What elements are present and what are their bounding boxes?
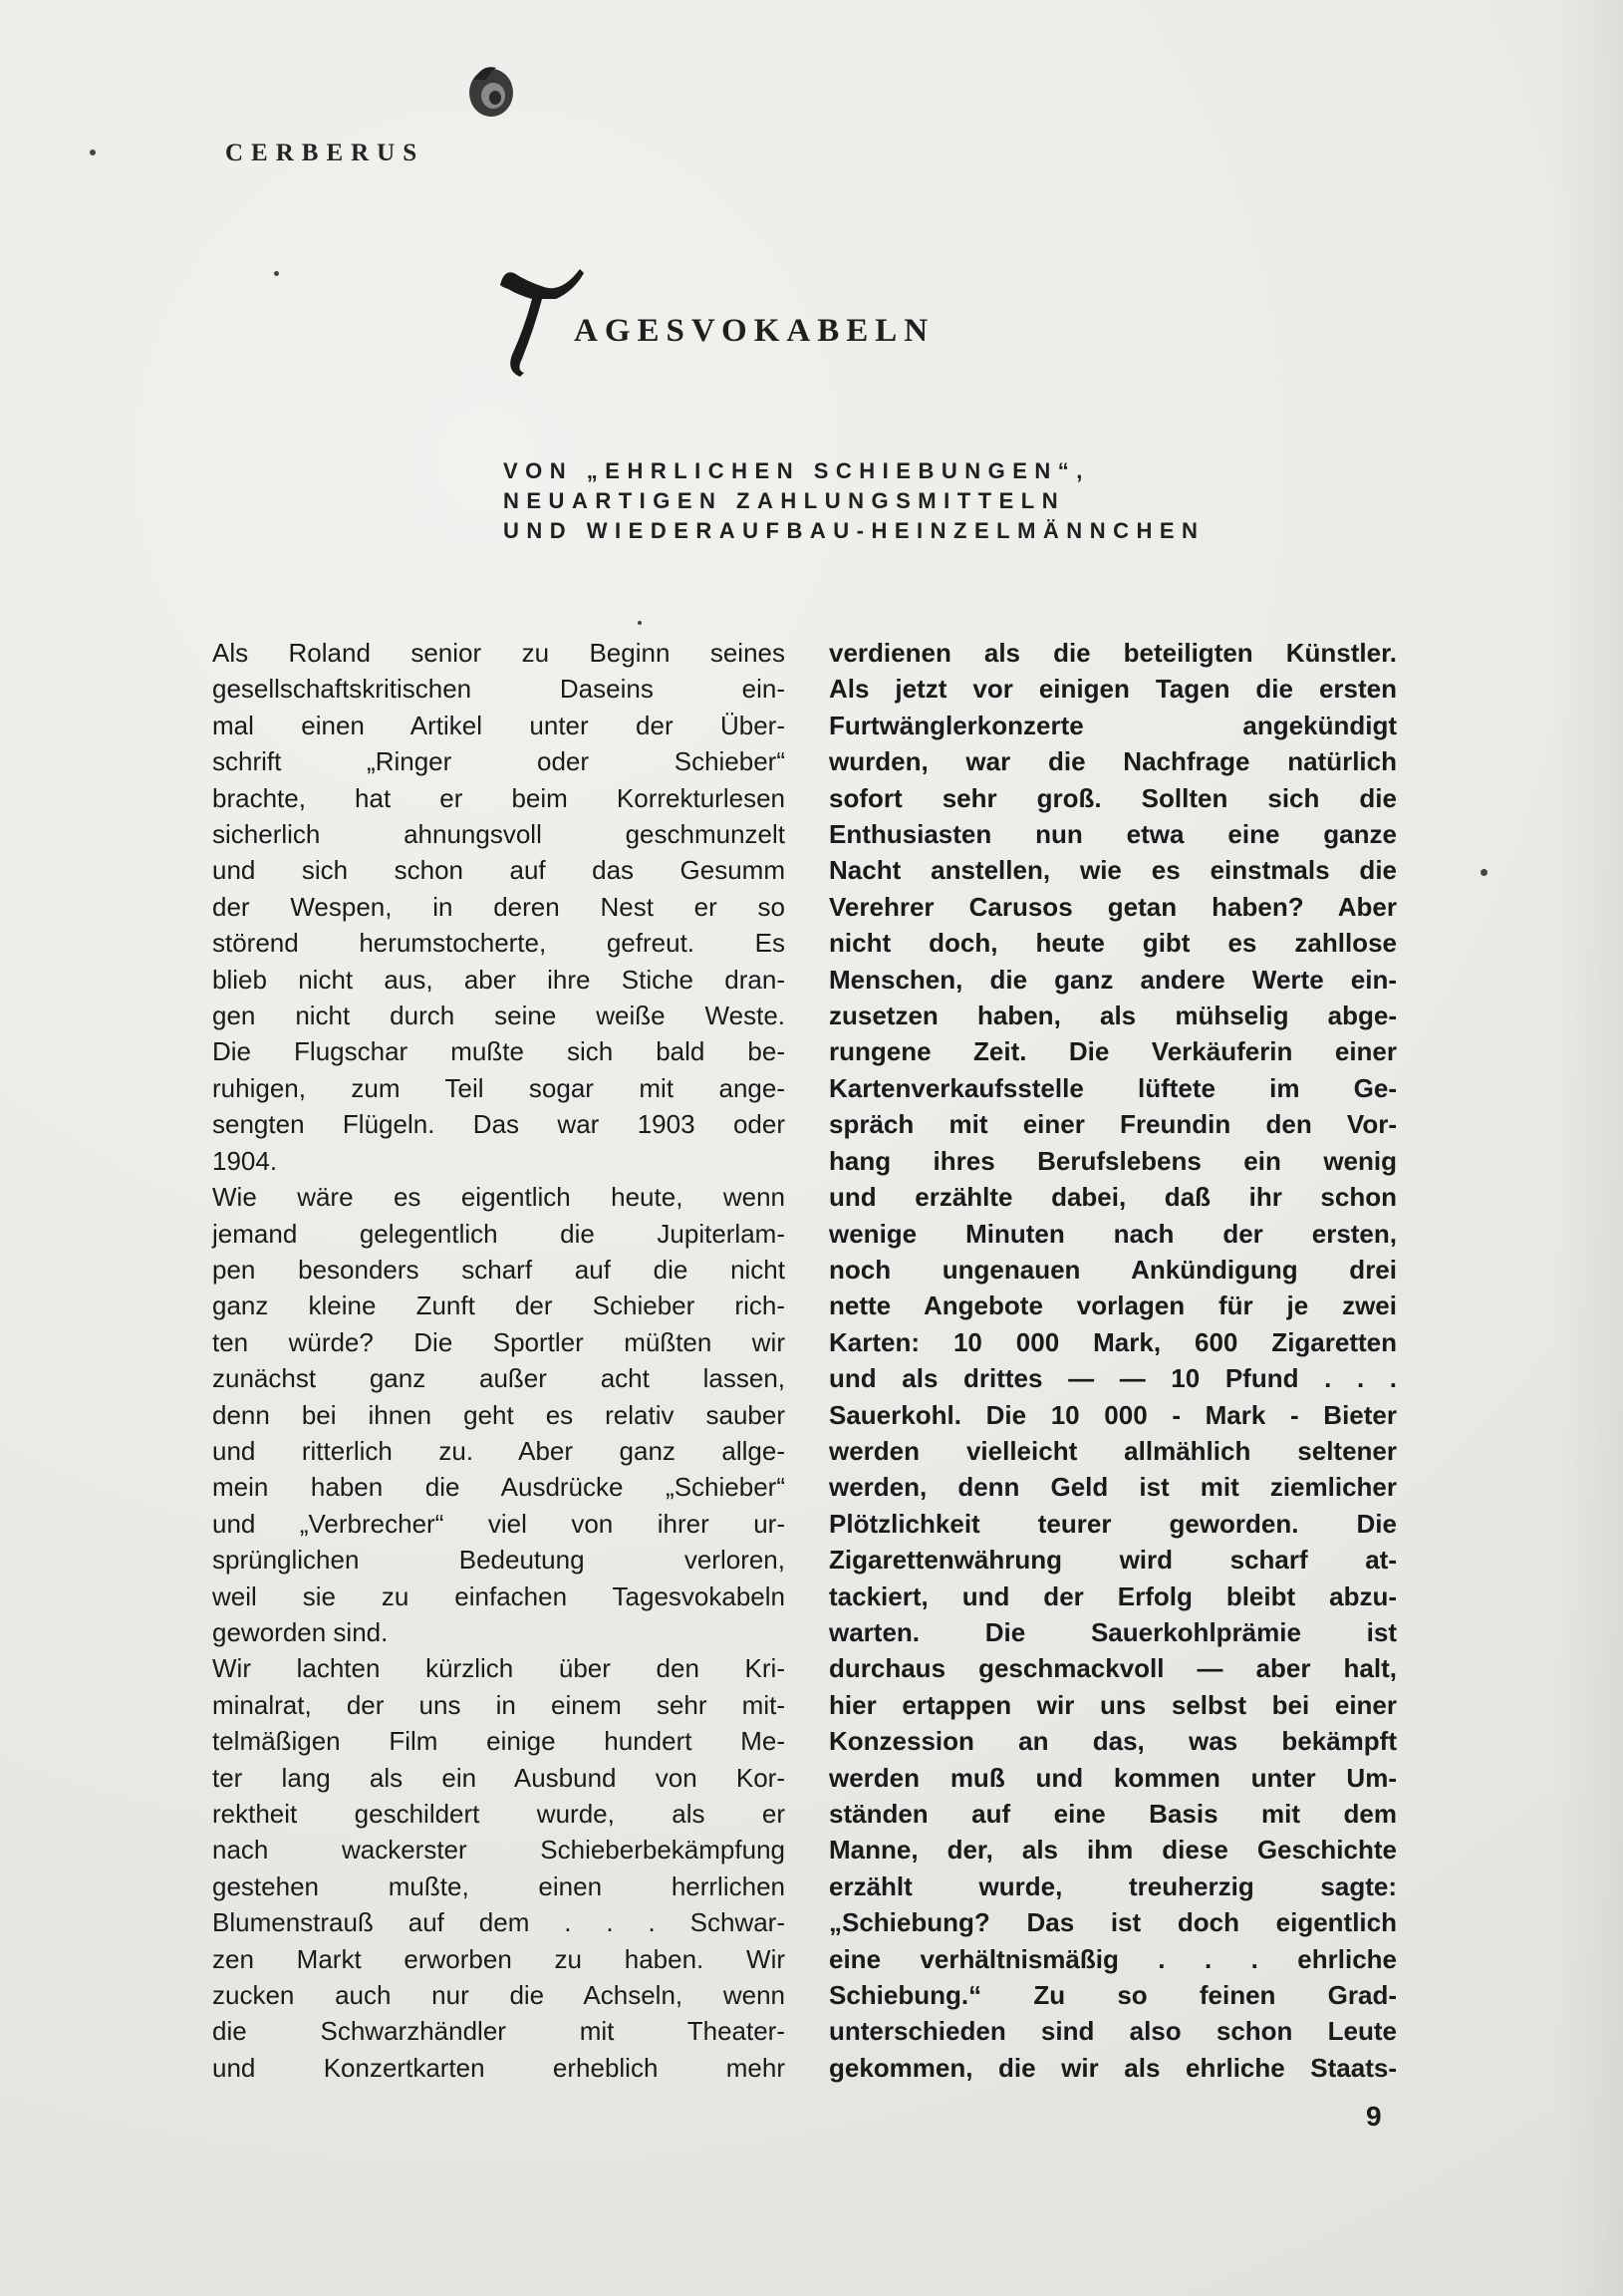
text-line: verdienen als die beteiligten Künstler. xyxy=(829,638,1397,668)
text-line: mein haben die Ausdrücke „Schieber“ xyxy=(212,1472,785,1503)
subtitle-line: UND WIEDERAUFBAU-HEINZELMÄNNCHEN xyxy=(503,518,1206,543)
text-line: durchaus geschmackvoll — aber halt, xyxy=(829,1653,1397,1684)
text-line: zunächst ganz außer acht lassen, xyxy=(212,1363,785,1394)
text-line: sprünglichen Bedeutung verloren, xyxy=(212,1545,785,1576)
text-line: Manne, der, als ihm diese Geschichte xyxy=(829,1835,1397,1866)
text-line: Wir lachten kürzlich über den Kri- xyxy=(212,1653,785,1684)
text-line: gekommen, die wir als ehrliche Staats- xyxy=(829,2052,1397,2083)
text-line: hang ihres Berufslebens ein wenig xyxy=(829,1145,1397,1176)
paper-speck xyxy=(274,271,279,276)
text-line: und ritterlich zu. Aber ganz allge- xyxy=(212,1435,785,1466)
text-line: gen nicht durch seine weiße Weste. xyxy=(212,1001,785,1031)
text-line: brachte, hat er beim Korrekturlesen xyxy=(212,782,785,813)
text-line: sofort sehr groß. Sollten sich die xyxy=(829,782,1397,813)
text-line: Kartenverkaufsstelle lüftete im Ge- xyxy=(829,1072,1397,1103)
text-line: nicht doch, heute gibt es zahllose xyxy=(829,928,1397,959)
text-line: schrift „Ringer oder Schieber“ xyxy=(212,746,785,777)
text-line: rungene Zeit. Die Verkäuferin einer xyxy=(829,1036,1397,1067)
text-line: 1904. xyxy=(212,1145,278,1176)
text-line: und sich schon auf das Gesumm xyxy=(212,855,785,886)
text-line: Als Roland senior zu Beginn seines xyxy=(212,638,785,668)
text-line: Zigarettenwährung wird scharf at- xyxy=(829,1545,1397,1576)
text-line: Furtwänglerkonzerte angekündigt xyxy=(829,710,1397,740)
text-line: Konzession an das, was bekämpft xyxy=(829,1726,1397,1757)
text-line: werden vielleicht allmählich seltener xyxy=(829,1435,1397,1466)
text-line: tackiert, und der Erfolg bleibt abzu- xyxy=(829,1580,1397,1611)
text-line: telmäßigen Film einige hundert Me- xyxy=(212,1726,785,1757)
page-edge-shadow xyxy=(1553,0,1623,2296)
text-line: sicherlich ahnungsvoll geschmunzelt xyxy=(212,819,785,850)
text-line: sengten Flügeln. Das war 1903 oder xyxy=(212,1109,785,1140)
text-line: rektheit geschildert wurde, als er xyxy=(212,1799,785,1829)
text-line: Als jetzt vor einigen Tagen die ersten xyxy=(829,674,1397,705)
text-line: wurden, war die Nachfrage natürlich xyxy=(829,746,1397,777)
text-line: Wie wäre es eigentlich heute, wenn xyxy=(212,1182,785,1213)
text-line: weil sie zu einfachen Tagesvokabeln xyxy=(212,1580,785,1611)
article-subtitle xyxy=(503,456,1400,546)
paper-speck xyxy=(638,621,642,625)
text-line: zucken auch nur die Achseln, wenn xyxy=(212,1980,785,2011)
text-line: Verehrer Carusos getan haben? Aber xyxy=(829,891,1397,922)
text-line: Plötzlichkeit teurer geworden. Die xyxy=(829,1508,1397,1539)
text-line: noch ungenauen Ankündigung drei xyxy=(829,1254,1397,1285)
text-line: und Konzertkarten erheblich mehr xyxy=(212,2052,785,2083)
left-text-column xyxy=(212,635,785,2086)
text-line: und erzählte dabei, daß ihr schon xyxy=(829,1182,1397,1213)
journal-name: CERBERUS xyxy=(225,140,425,166)
text-line: ruhigen, zum Teil sogar mit ange- xyxy=(212,1072,785,1103)
title-text: AGESVOKABELN xyxy=(574,313,936,349)
text-line: erzählt wurde, treuherzig sagte: xyxy=(829,1870,1397,1901)
text-line: werden muß und kommen unter Um- xyxy=(829,1762,1397,1793)
article-title xyxy=(496,259,1114,379)
text-line: nette Angebote vorlagen für je zwei xyxy=(829,1291,1397,1321)
right-text-column xyxy=(829,635,1397,2086)
text-line: gesellschaftskritischen Daseins ein- xyxy=(212,674,785,705)
text-line: Karten: 10 000 Mark, 600 Zigaretten xyxy=(829,1326,1397,1357)
text-line: minalrat, der uns in einem sehr mit- xyxy=(212,1689,785,1720)
text-line: blieb nicht aus, aber ihre Stiche dran- xyxy=(212,964,785,995)
text-line: die Schwarzhändler mit Theater- xyxy=(212,2016,785,2047)
text-line: hier ertappen wir uns selbst bei einer xyxy=(829,1689,1397,1720)
text-line: ten würde? Die Sportler müßten wir xyxy=(212,1326,785,1357)
text-line: geworden sind. xyxy=(212,1616,389,1647)
text-line: Schiebung.“ Zu so feinen Grad- xyxy=(829,1980,1397,2011)
text-line: spräch mit einer Freundin den Vor- xyxy=(829,1109,1397,1140)
text-line: nach wackerster Schieberbekämpfung xyxy=(212,1835,785,1866)
text-line: Blumenstrauß auf dem . . . Schwar- xyxy=(212,1907,785,1938)
text-line: unterschieden sind also schon Leute xyxy=(829,2016,1397,2047)
text-line: Enthusiasten nun etwa eine ganze xyxy=(829,819,1397,850)
text-line: zusetzen haben, als mühselig abge- xyxy=(829,1001,1397,1031)
subtitle-line: VON „EHRLICHEN SCHIEBUNGEN“, xyxy=(503,458,1090,483)
text-line: eine verhältnismäßig . . . ehrliche xyxy=(829,1943,1397,1974)
text-line: ter lang als ein Ausbund von Kor- xyxy=(212,1762,785,1793)
text-line: störend herumstocherte, gefreut. Es xyxy=(212,928,785,959)
text-line: warten. Die Sauerkohlprämie ist xyxy=(829,1616,1397,1647)
paper-speck xyxy=(1481,869,1488,876)
text-line: wenige Minuten nach der ersten, xyxy=(829,1218,1397,1249)
text-line: gestehen mußte, einen herrlichen xyxy=(212,1870,785,1901)
text-line: der Wespen, in deren Nest er so xyxy=(212,891,785,922)
cerberus-head-icon xyxy=(460,60,522,122)
text-line: und „Verbrecher“ viel von ihrer ur- xyxy=(212,1508,785,1539)
text-line: ganz kleine Zunft der Schieber rich- xyxy=(212,1291,785,1321)
text-line: werden, denn Geld ist mit ziemlicher xyxy=(829,1472,1397,1503)
page-number: 9 xyxy=(1366,2101,1382,2132)
text-line: pen besonders scharf auf die nicht xyxy=(212,1254,785,1285)
text-line: jemand gelegentlich die Jupiterlam- xyxy=(212,1218,785,1249)
text-line: Nacht anstellen, wie es einstmals die xyxy=(829,855,1397,886)
text-line: mal einen Artikel unter der Über- xyxy=(212,710,785,740)
subtitle-line: NEUARTIGEN ZAHLUNGSMITTELN xyxy=(503,488,1066,513)
text-line: Menschen, die ganz andere Werte ein- xyxy=(829,964,1397,995)
paper-speck xyxy=(90,149,96,155)
text-line: zen Markt erworben zu haben. Wir xyxy=(212,1943,785,1974)
text-line: und als drittes — — 10 Pfund . . . xyxy=(829,1363,1397,1394)
text-line: „Schiebung? Das ist doch eigentlich xyxy=(829,1907,1397,1938)
text-line: Sauerkohl. Die 10 000 - Mark - Bieter xyxy=(829,1399,1397,1430)
text-line: Die Flugschar mußte sich bald be- xyxy=(212,1036,785,1067)
text-line: ständen auf eine Basis mit dem xyxy=(829,1799,1397,1829)
text-line: denn bei ihnen geht es relativ sauber xyxy=(212,1399,785,1430)
